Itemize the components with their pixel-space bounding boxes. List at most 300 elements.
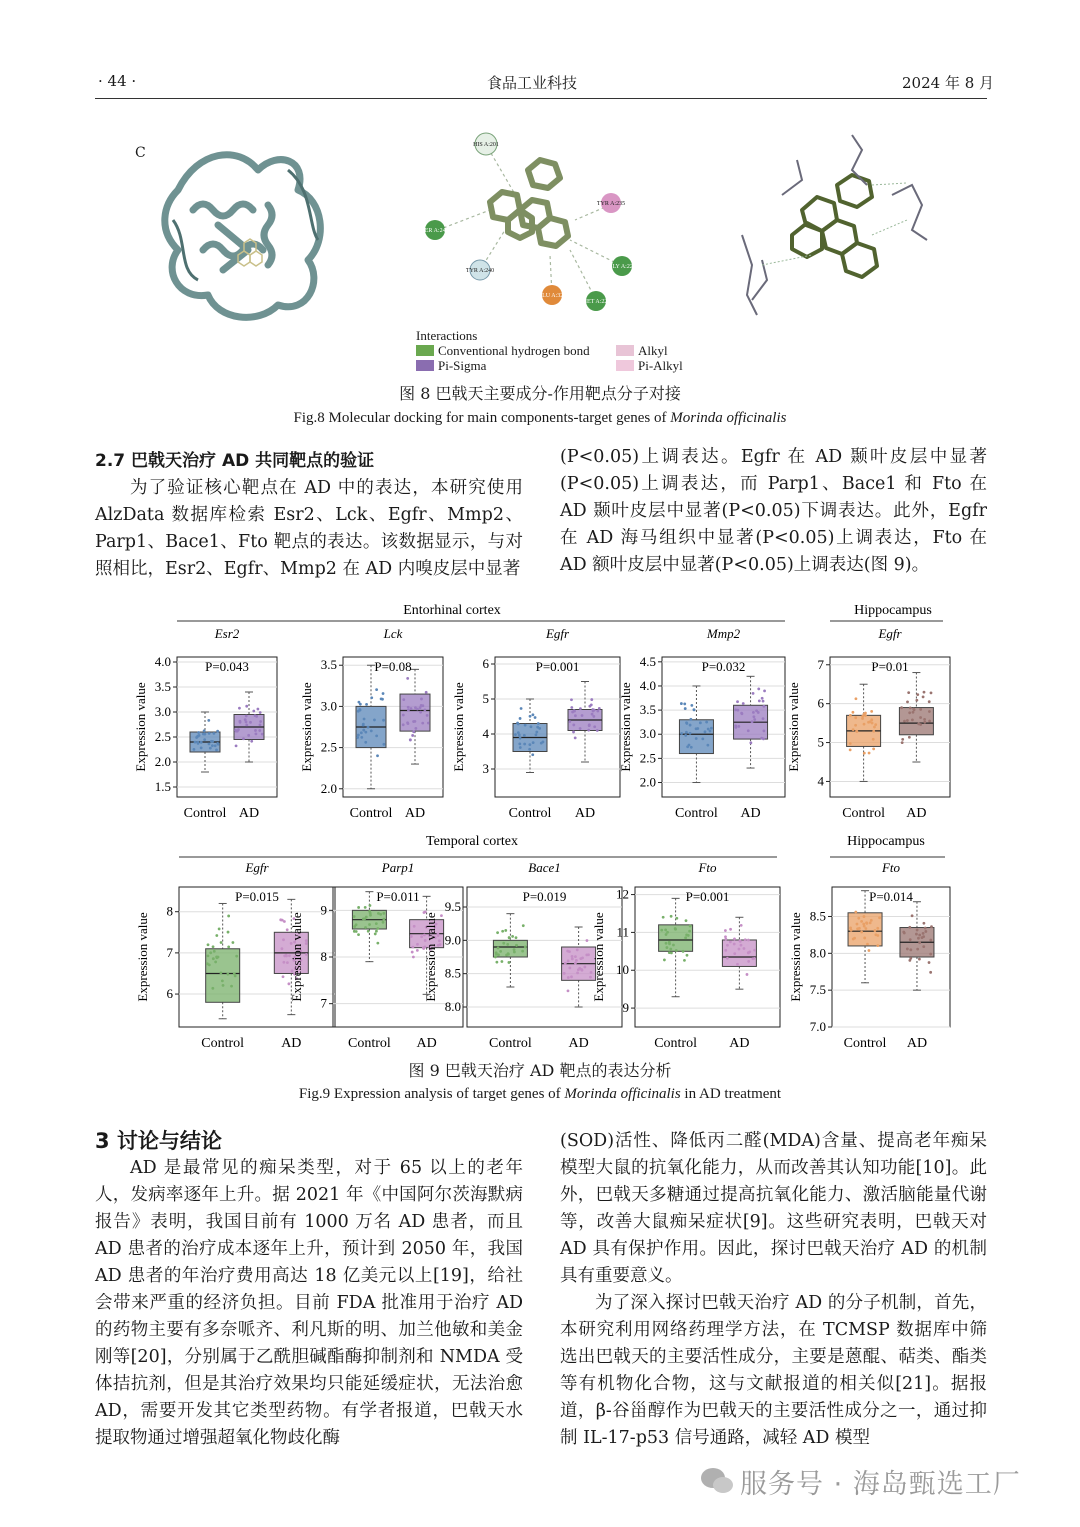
data-point xyxy=(528,743,531,746)
x-category-label: Control xyxy=(508,806,552,821)
data-point xyxy=(668,941,671,944)
data-point xyxy=(254,729,257,732)
x-category-label: Control xyxy=(183,806,227,821)
data-point xyxy=(574,955,577,958)
data-point xyxy=(379,913,382,916)
data-point xyxy=(923,721,926,724)
data-point xyxy=(686,745,689,748)
data-point xyxy=(359,709,362,712)
data-point xyxy=(908,959,911,962)
data-point xyxy=(747,729,750,732)
data-point xyxy=(245,721,248,724)
data-point xyxy=(707,728,710,731)
data-point xyxy=(495,961,498,964)
residue-label: TYR A:240 xyxy=(465,268,495,274)
data-point xyxy=(872,747,875,750)
data-point xyxy=(909,938,912,941)
data-point xyxy=(689,732,692,735)
data-point xyxy=(518,743,521,746)
data-point xyxy=(255,732,258,735)
data-point xyxy=(863,723,866,726)
data-point xyxy=(746,973,749,976)
data-point xyxy=(740,944,743,947)
data-point xyxy=(211,744,214,747)
data-point xyxy=(762,700,765,703)
data-point xyxy=(382,719,385,722)
data-point xyxy=(747,939,750,942)
data-point xyxy=(908,736,911,739)
data-point xyxy=(685,731,688,734)
data-point xyxy=(675,917,678,920)
legend-swatch xyxy=(616,345,634,356)
data-point xyxy=(751,720,754,723)
data-point xyxy=(382,692,385,695)
data-point xyxy=(924,930,927,933)
data-point xyxy=(218,928,221,931)
data-point xyxy=(360,731,363,734)
data-point xyxy=(683,959,686,962)
data-point xyxy=(872,730,875,733)
data-point xyxy=(572,724,575,727)
data-point xyxy=(535,731,538,734)
boxplot-panel xyxy=(451,626,620,821)
data-point xyxy=(508,961,511,964)
data-point xyxy=(508,937,511,940)
data-point xyxy=(690,704,693,707)
wechat-icon xyxy=(700,1466,734,1496)
data-point xyxy=(918,934,921,937)
data-point xyxy=(906,948,909,951)
data-point xyxy=(215,748,218,751)
data-point xyxy=(515,944,518,947)
p-value-label: P=0.043 xyxy=(205,659,249,674)
data-point xyxy=(514,733,517,736)
data-point xyxy=(532,713,535,716)
data-point xyxy=(305,953,308,956)
x-category-label: AD xyxy=(404,806,426,821)
data-point xyxy=(245,705,248,708)
y-tick-label: 9.5 xyxy=(444,899,461,914)
data-point xyxy=(438,939,441,942)
boxplot-panel xyxy=(591,860,780,1051)
section-heading: 3 讨论与结论 xyxy=(95,1129,222,1153)
x-category-label: AD xyxy=(568,1036,589,1051)
data-point xyxy=(757,687,760,690)
y-axis-label: Expression value xyxy=(133,682,148,772)
data-point xyxy=(675,949,678,952)
data-point xyxy=(370,729,373,732)
y-tick-label: 9 xyxy=(320,902,327,918)
y-tick-label: 3.5 xyxy=(320,657,337,673)
data-point xyxy=(407,706,410,709)
paragraph: 为了深入探讨巴戟天治疗 AD 的分子机制，首先，本研究利用网络药理学方法，在 TCMSP 数据库中筛选出巴戟天的主要活性成分，主要是蒽醌、萜类、酯类等有机物化合物，这与文献报道的相关似[21]。据报道，β-谷甾醇作为巴戟天的主要活性成分之一，通过抑制 IL-17-p53 信号通路，减轻 AD 模型 xyxy=(560,1293,987,1448)
section-heading: 2.7 巴戟天治疗 AD 共同靶点的验证 xyxy=(95,451,375,471)
data-point xyxy=(680,732,683,735)
gene-title: Bace1 xyxy=(528,860,561,875)
data-point xyxy=(850,929,853,932)
y-tick-label: 8.5 xyxy=(809,908,826,924)
legend-swatch xyxy=(616,360,634,371)
data-point xyxy=(909,948,912,951)
data-point xyxy=(368,923,371,926)
boxplot-panel xyxy=(135,860,335,1051)
data-point xyxy=(407,709,410,712)
data-point xyxy=(279,918,282,921)
data-point xyxy=(666,931,669,934)
y-tick-label: 4 xyxy=(817,773,824,789)
x-category-label: AD xyxy=(281,1036,302,1051)
data-point xyxy=(382,743,385,746)
paragraph: 为了验证核心靶点在 AD 中的表达，本研究使用 AlzData 数据库检索 Esr2、Lck、Egfr、Mmp2、Parp1、Bace1、Fto 靶点的表达。该数据显示，与对照相比，Esr2、Egfr、Mmp2 在 AD 内嗅皮层中显著 xyxy=(95,478,523,579)
data-point xyxy=(704,730,707,733)
data-point xyxy=(213,732,216,735)
x-category-label: Control xyxy=(348,1036,391,1051)
x-category-label: Control xyxy=(843,1036,887,1051)
data-point xyxy=(193,748,196,751)
data-point xyxy=(688,930,691,933)
data-point xyxy=(752,715,755,718)
y-tick-label: 3.0 xyxy=(320,698,337,714)
page-number: · 44 · xyxy=(98,72,137,90)
data-point xyxy=(365,703,368,706)
data-point xyxy=(252,710,255,713)
data-point xyxy=(930,925,933,928)
group-label: Entorhinal cortex xyxy=(403,603,501,618)
data-point xyxy=(285,955,288,958)
data-point xyxy=(416,943,419,946)
data-point xyxy=(913,708,916,711)
data-point xyxy=(567,976,570,979)
data-point xyxy=(357,906,360,909)
y-tick-label: 3.0 xyxy=(154,704,171,719)
data-point xyxy=(696,727,699,730)
data-point xyxy=(663,959,666,962)
y-tick-label: 2.5 xyxy=(639,750,656,766)
data-point xyxy=(755,709,758,712)
data-point xyxy=(922,945,925,948)
data-point xyxy=(849,742,852,745)
residue-label: TYR A:235 xyxy=(596,201,626,207)
data-point xyxy=(519,746,522,749)
data-point xyxy=(876,934,879,937)
data-point xyxy=(586,939,589,942)
data-point xyxy=(213,950,216,953)
residue-label: GLU A:327 xyxy=(537,293,567,299)
data-point xyxy=(214,744,217,747)
data-point xyxy=(520,707,523,710)
data-point xyxy=(876,944,879,947)
data-point xyxy=(212,957,215,960)
data-point xyxy=(672,944,675,947)
boxplot-panel xyxy=(299,626,443,821)
data-point xyxy=(873,726,876,729)
data-point xyxy=(519,737,522,740)
y-tick-label: 7 xyxy=(320,995,327,1011)
data-point xyxy=(496,931,499,934)
data-point xyxy=(669,948,672,951)
data-point xyxy=(593,725,596,728)
data-point xyxy=(411,951,414,954)
y-axis-label: Expression value xyxy=(423,912,438,1002)
data-point xyxy=(356,736,359,739)
data-point xyxy=(690,746,693,749)
data-point xyxy=(375,688,378,691)
data-point xyxy=(376,927,379,930)
data-point xyxy=(706,744,709,747)
residue-label: SER A:241 xyxy=(421,228,449,234)
data-point xyxy=(909,706,912,709)
section-2-7-left xyxy=(95,448,523,583)
data-point xyxy=(912,711,915,714)
data-point xyxy=(592,715,595,718)
data-point xyxy=(917,937,920,940)
data-point xyxy=(494,956,497,959)
protein-structure-image xyxy=(148,130,343,330)
data-point xyxy=(355,923,358,926)
data-point xyxy=(710,727,713,730)
data-point xyxy=(419,706,422,709)
gene-title: Esr2 xyxy=(214,626,240,641)
panel-label: C xyxy=(135,145,146,161)
data-point xyxy=(923,691,926,694)
data-point xyxy=(849,749,852,752)
data-point xyxy=(871,722,874,725)
data-point xyxy=(736,963,739,966)
data-point xyxy=(235,955,238,958)
legend-item: Alkyl xyxy=(616,343,668,359)
data-point xyxy=(590,704,593,707)
data-point xyxy=(200,741,203,744)
data-point xyxy=(210,740,213,743)
data-point xyxy=(196,741,199,744)
data-point xyxy=(200,746,203,749)
data-point xyxy=(857,917,860,920)
p-value-label: P=0.019 xyxy=(522,889,567,904)
boxplot-panel xyxy=(618,626,785,821)
x-category-label: Control xyxy=(654,1036,697,1051)
data-point xyxy=(410,707,413,710)
data-point xyxy=(282,975,285,978)
data-point xyxy=(234,975,237,978)
gene-title: Egfr xyxy=(545,626,570,641)
data-point xyxy=(382,918,385,921)
p-value-label: P=0.001 xyxy=(685,889,730,904)
data-point xyxy=(524,724,527,727)
data-point xyxy=(355,930,358,933)
data-point xyxy=(596,710,599,713)
data-point xyxy=(922,695,925,698)
x-category-label: AD xyxy=(238,806,260,821)
data-point xyxy=(247,734,250,737)
data-point xyxy=(211,987,214,990)
data-point xyxy=(662,916,665,919)
data-point xyxy=(916,929,919,932)
data-point xyxy=(235,730,238,733)
data-point xyxy=(367,726,370,729)
data-point xyxy=(923,718,926,721)
data-point xyxy=(227,915,230,918)
y-axis-label: Expression value xyxy=(786,682,801,772)
data-point xyxy=(380,697,383,700)
data-point xyxy=(901,738,904,741)
data-point xyxy=(852,938,855,941)
data-point xyxy=(726,944,729,947)
data-point xyxy=(282,961,285,964)
residue-label: MET A:226 xyxy=(581,299,611,305)
data-point xyxy=(570,698,573,701)
data-point xyxy=(528,748,531,751)
plot-frame xyxy=(635,887,780,1027)
data-point xyxy=(689,718,692,721)
paragraph: (P<0.05)上调表达。Egfr 在 AD 颞叶皮层中显著(P<0.05)上调表达，而 Parp1、Bace1 和 Fto 在 AD 颞叶皮层中显著(P<0.05)下调表达。此外，Egfr 在 AD 海马组织中显著(P<0.05)上调表达，Fto 在 AD 额叶皮层中显著(P<0.05)上调表达(图 9)。 xyxy=(560,447,987,575)
data-point xyxy=(685,934,688,937)
data-point xyxy=(734,724,737,727)
group-label: Temporal cortex xyxy=(426,834,518,849)
data-point xyxy=(382,912,385,915)
data-point xyxy=(583,966,586,969)
data-point xyxy=(369,912,372,915)
data-point xyxy=(212,945,215,948)
data-point xyxy=(406,677,409,680)
x-category-label: AD xyxy=(906,1036,928,1051)
data-point xyxy=(227,946,230,949)
p-value-label: P=0.01 xyxy=(871,659,909,674)
data-point xyxy=(587,953,590,956)
data-point xyxy=(412,720,415,723)
y-tick-label: 3.0 xyxy=(639,726,656,742)
data-point xyxy=(235,744,238,747)
data-point xyxy=(699,721,702,724)
data-point xyxy=(360,736,363,739)
data-point xyxy=(693,708,696,711)
y-tick-label: 4.5 xyxy=(639,653,656,669)
data-point xyxy=(362,723,365,726)
y-tick-label: 6 xyxy=(482,656,489,671)
data-point xyxy=(439,943,442,946)
data-point xyxy=(515,936,518,939)
data-point xyxy=(763,689,766,692)
data-point xyxy=(752,692,755,695)
data-point xyxy=(738,948,741,951)
data-point xyxy=(425,691,428,694)
data-point xyxy=(259,711,262,714)
data-point xyxy=(581,714,584,717)
data-point xyxy=(374,933,377,936)
data-point xyxy=(758,700,761,703)
y-tick-label: 7.0 xyxy=(809,1019,826,1034)
y-tick-label: 3.5 xyxy=(639,702,656,718)
data-point xyxy=(747,960,750,963)
data-point xyxy=(254,714,257,717)
y-axis-label: Expression value xyxy=(135,912,150,1002)
data-point xyxy=(402,698,405,701)
data-point xyxy=(729,940,732,943)
data-point xyxy=(518,734,521,737)
data-point xyxy=(915,699,918,702)
data-point xyxy=(908,711,911,714)
data-point xyxy=(207,943,210,946)
data-point xyxy=(365,916,368,919)
data-point xyxy=(305,939,308,942)
data-point xyxy=(411,946,414,949)
section-2-7-right xyxy=(560,444,987,579)
data-point xyxy=(695,737,698,740)
data-point xyxy=(666,946,669,949)
data-point xyxy=(587,729,590,732)
data-point xyxy=(863,915,866,918)
data-point xyxy=(581,969,584,972)
data-point xyxy=(209,951,212,954)
x-category-label: AD xyxy=(574,806,596,821)
journal-name: 食品工业科技 xyxy=(487,74,578,92)
data-point xyxy=(196,735,199,738)
data-point xyxy=(245,715,248,718)
data-point xyxy=(221,979,224,982)
data-point xyxy=(414,727,417,730)
y-tick-label: 5 xyxy=(482,691,489,706)
x-category-label: Control xyxy=(675,806,718,821)
y-tick-label: 8.0 xyxy=(444,999,461,1014)
data-point xyxy=(497,953,500,956)
data-point xyxy=(571,957,574,960)
y-tick-label: 11 xyxy=(616,924,629,940)
data-point xyxy=(568,720,571,723)
data-point xyxy=(376,754,379,757)
data-point xyxy=(203,729,206,732)
x-category-label: AD xyxy=(906,806,927,821)
data-point xyxy=(854,911,857,914)
data-point xyxy=(531,753,534,756)
data-point xyxy=(256,708,259,711)
y-tick-label: 3.5 xyxy=(154,679,171,694)
y-tick-label: 8 xyxy=(320,949,327,964)
data-point xyxy=(866,943,869,946)
y-tick-label: 6 xyxy=(166,986,173,1002)
paragraph: (SOD)活性、降低丙二醛(MDA)含量、提高老年痴呆模型大鼠的抗氧化能力，从而改善其认知功能[10]。此外，巴戟天多糖通过提高抗氧化能力、激活脑能量代谢等，改善大鼠痴呆症状[9]。这些研究表明，巴戟天对 AD 具有保护作用。因此，探讨巴戟天治疗 AD 的机制具有重要意义。 xyxy=(560,1131,987,1286)
data-point xyxy=(426,714,429,717)
data-point xyxy=(208,732,211,735)
box xyxy=(679,720,713,754)
data-point xyxy=(500,960,503,963)
data-point xyxy=(239,720,242,723)
data-point xyxy=(375,930,378,933)
data-point xyxy=(598,707,601,710)
data-point xyxy=(763,729,766,732)
data-point xyxy=(226,973,229,976)
data-point xyxy=(202,733,205,736)
legend-swatch xyxy=(416,345,434,356)
data-point xyxy=(874,723,877,726)
data-point xyxy=(530,725,533,728)
data-point xyxy=(923,922,926,925)
data-point xyxy=(684,734,687,737)
data-point xyxy=(407,722,410,725)
data-point xyxy=(919,708,922,711)
y-axis-label: Expression value xyxy=(299,682,314,772)
y-tick-label: 2.0 xyxy=(154,754,171,769)
data-point xyxy=(576,971,579,974)
data-point xyxy=(874,929,877,932)
data-point xyxy=(411,734,414,737)
data-point xyxy=(855,730,858,733)
fig8-caption-en: Fig.8 Molecular docking for main components-target genes of Morinda officinalis xyxy=(293,410,787,426)
data-point xyxy=(868,949,871,952)
data-point xyxy=(440,914,443,917)
data-point xyxy=(227,931,230,934)
data-point xyxy=(736,709,739,712)
data-point xyxy=(232,941,235,944)
data-point xyxy=(521,950,524,953)
